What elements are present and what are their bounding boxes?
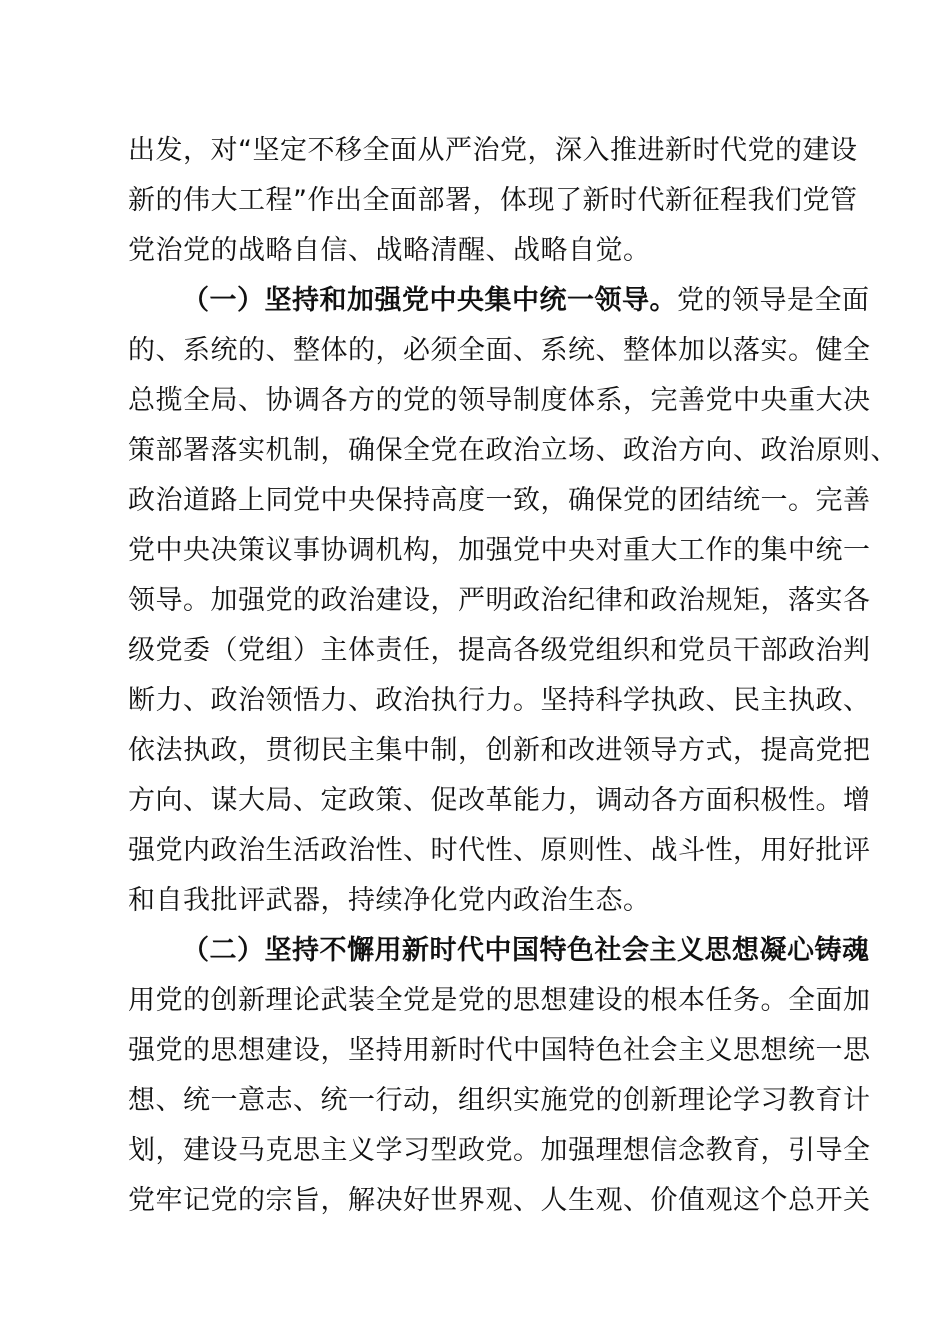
body-line: 依法执政，贯彻民主集中制，创新和改进领导方式，提高党把 [128,735,871,766]
body-line: 出发，对“坚定不移全面从严治党，深入推进新时代党的建设 [128,135,858,166]
section-1-heading: （一）坚持和加强党中央集中统一领导。 [182,285,677,316]
body-line: 党治党的战略自信、战略清醒、战略自觉。 [128,235,651,266]
body-line: 方向、谋大局、定政策、促改革能力，调动各方面积极性。增 [128,785,871,816]
body-line: 的、系统的、整体的，必须全面、系统、整体加以落实。健全 [128,335,871,366]
body-line: 领导。加强党的政治建设，严明政治纪律和政治规矩，落实各 [128,585,871,616]
body-line: 政治道路上同党中央保持高度一致，确保党的团结统一。完善 [128,485,871,516]
body-line: 划，建设马克思主义学习型政党。加强理想信念教育，引导全 [128,1135,871,1166]
body-line: 强党的思想建设，坚持用新时代中国特色社会主义思想统一思 [128,1035,871,1066]
body-line: 策部署落实机制，确保全党在政治立场、政治方向、政治原则、 [128,435,898,466]
body-line: 和自我批评武器，持续净化党内政治生态。 [128,885,651,916]
body-line: 总揽全局、协调各方的党的领导制度体系，完善党中央重大决 [128,385,871,416]
section-1-text: 党的领导是全面 [677,285,870,316]
body-line: 想、统一意志、统一行动，组织实施党的创新理论学习教育计 [128,1085,871,1116]
body-line: 党中央决策议事协调机构，加强党中央对重大工作的集中统一 [128,535,871,566]
body-line: 党牢记党的宗旨，解决好世界观、人生观、价值观这个总开关 [128,1185,871,1216]
section-1-first-line [182,283,870,319]
body-line: 用党的创新理论武装全党是党的思想建设的根本任务。全面加 [128,985,871,1016]
body-line: 级党委（党组）主体责任，提高各级党组织和党员干部政治判 [128,635,871,666]
body-line: 新的伟大工程”作出全面部署，体现了新时代新征程我们党管 [128,185,858,216]
body-line: 强党内政治生活政治性、时代性、原则性、战斗性，用好批评 [128,835,871,866]
section-2-heading: （二）坚持不懈用新时代中国特色社会主义思想凝心铸魂 [182,935,870,966]
body-line: 断力、政治领悟力、政治执行力。坚持科学执政、民主执政、 [128,685,871,716]
